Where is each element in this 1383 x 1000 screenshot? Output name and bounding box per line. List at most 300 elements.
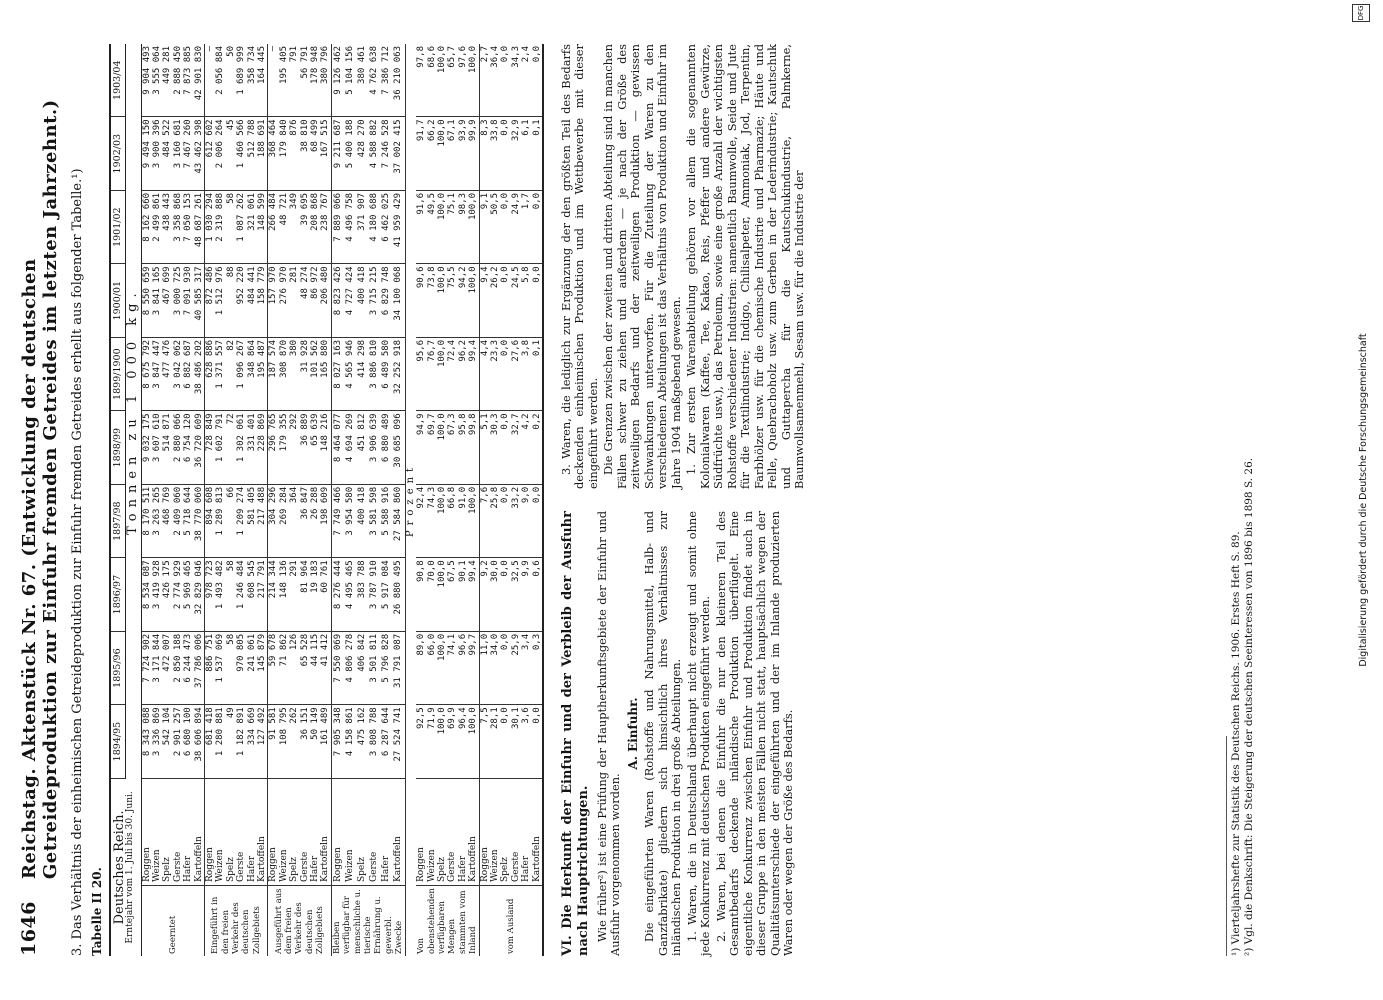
percent-divider-row — [405, 44, 416, 956]
table-cell: 0,0 — [500, 44, 510, 117]
table-row — [356, 44, 368, 956]
table-cell: 383 788 — [356, 558, 368, 631]
table-row — [268, 44, 279, 956]
year-header: 1899/1900 — [110, 337, 126, 410]
table-cell: 5 400 188 — [344, 117, 356, 190]
table-cell: 3,8 — [521, 337, 531, 410]
table-cell: 8 343 088 — [141, 705, 152, 778]
table-cell: 3 954 580 — [344, 484, 356, 557]
table-cell: 82 — [226, 337, 236, 410]
table-cell: 2 888 450 — [173, 44, 183, 117]
table-cell: 9,4 — [479, 264, 490, 337]
table-cell: 68,6 — [427, 44, 437, 117]
row-label: Gerste — [447, 851, 458, 882]
table-cell: 9 126 462 — [331, 44, 344, 117]
table-cell: 6 882 687 — [183, 337, 193, 410]
paragraph: 2. Waren, bei denen die Einfuhr die nur den kleineren Teil des Gesamtbedarfs deckende inländische Produktion überflügelt. Eine eigentliche Konkurrenz zwischen Einfuhr und Produktion findet auch in dieser Gruppe in den meisten Fällen nicht statt, hauptsächlich wegen der Qualitätsunterschiede der eingeführten und der im Inlande produzierten Waren oder wegen der Größe des Bedarfs. — [713, 511, 796, 956]
table-cell: 73,8 — [427, 264, 437, 337]
row-label: Weizen — [215, 849, 226, 882]
table-cell: 68 499 — [310, 117, 320, 190]
table-cell: 886 751 — [204, 631, 215, 704]
table-cell: 3 419 928 — [152, 558, 162, 631]
table-cell: 3 336 869 — [152, 705, 162, 778]
table-row — [532, 44, 543, 956]
table-cell: 19 183 — [310, 558, 320, 631]
table-cell: 581 405 — [247, 484, 257, 557]
group-label: Bleiben verfügbar für menschliche u. tierische Ernährung u. gewerbl. Zwecke — [331, 886, 405, 957]
table-cell: 1 537 069 — [215, 631, 225, 704]
table-cell: 27 524 741 — [392, 705, 405, 778]
table-cell: 3 160 681 — [173, 117, 183, 190]
table-cell: 100,0 — [437, 337, 447, 410]
table-cell: 628 886 — [204, 337, 215, 410]
table-cell: 8 823 426 — [331, 264, 344, 337]
table-cell: 100,0 — [437, 190, 447, 263]
table-cell: 32 252 918 — [392, 337, 405, 410]
table-cell: 6 829 748 — [380, 264, 392, 337]
table-cell: 100,0 — [468, 44, 479, 117]
table-cell: 70,0 — [427, 558, 437, 631]
table-cell: 100,0 — [437, 117, 447, 190]
table-cell: 238 767 — [320, 190, 331, 263]
table-cell: 8 464 077 — [331, 411, 344, 484]
table-cell: 214 344 — [268, 558, 279, 631]
table-cell: 472 007 — [162, 631, 172, 704]
table-cell: 4 565 946 — [344, 337, 356, 410]
row-label: Hafer — [246, 855, 257, 882]
table-cell: 7 724 902 — [141, 631, 152, 704]
table-cell: 72,4 — [447, 337, 457, 410]
table-cell: 380 796 — [320, 44, 331, 117]
table-cell: 127 492 — [257, 705, 268, 778]
table-cell: 100,0 — [437, 558, 447, 631]
table-cell: 7 905 348 — [331, 705, 344, 778]
table-cell: 2 006 264 — [215, 117, 225, 190]
table-cell: 100,0 — [468, 484, 479, 557]
table-cell: 5,1 — [479, 411, 490, 484]
table-cell: 99,4 — [468, 337, 479, 410]
table-cell: 26 880 495 — [392, 558, 405, 631]
table-cell: 0,6 — [532, 558, 543, 631]
table-cell: 451 812 — [356, 411, 368, 484]
table-cell: 1 371 557 — [215, 337, 225, 410]
table-cell: 8 027 163 — [331, 337, 344, 410]
table-cell: 1 030 294 — [204, 190, 215, 263]
table-cell: 9,0 — [521, 484, 531, 557]
table-cell: 5 588 916 — [380, 484, 392, 557]
table-cell: 3 900 396 — [152, 117, 162, 190]
table-cell: 3 501 811 — [368, 631, 380, 704]
row-label: Kartoffeln — [320, 836, 331, 882]
table-row — [279, 44, 289, 956]
table-cell: 37 786 006 — [194, 631, 205, 704]
table-cell: 0,1 — [532, 117, 543, 190]
table-cell: 32,9 — [511, 117, 521, 190]
page-title: Reichstag. Aktenstück Nr. 67. (Entwicklung der deutschen Getreideproduktion zur Einfuhr fremden Getreides im letzten Jahrzehnt.) — [19, 99, 61, 880]
table-cell: 92,4 — [416, 484, 426, 557]
row-label: Hafer — [457, 855, 468, 882]
table-cell: 4 158 861 — [344, 705, 356, 778]
table-cell: 3 171 844 — [152, 631, 162, 704]
table-cell: 8,3 — [479, 117, 490, 190]
paragraph: Die eingeführten Waren (Rohstoffe und Nahrungsmittel, Halb- und Ganzfabrikate) gliedern sich hinsichtlich ihres Verhältnisses zur inländischen Produktion in drei große Abteilungen. — [642, 511, 684, 956]
table-row — [257, 44, 268, 956]
table-cell: 34 100 068 — [392, 264, 405, 337]
table-cell: 48 687 261 — [194, 190, 205, 263]
table-cell: 58 — [226, 558, 236, 631]
table-cell: 49,5 — [427, 190, 437, 263]
table-cell: 4 496 758 — [344, 190, 356, 263]
year-header: 1903/04 — [110, 44, 126, 117]
group-label: vom Ausland — [479, 886, 543, 957]
table-cell: 0,0 — [500, 337, 510, 410]
table-cell: 228 869 — [257, 411, 268, 484]
table-cell: 281 — [289, 264, 299, 337]
table-cell: 542 104 — [162, 705, 172, 778]
table-cell: 33,2 — [511, 484, 521, 557]
row-label: Hafer — [381, 855, 392, 882]
row-label: Roggen — [331, 778, 344, 885]
table-cell: 50,5 — [490, 190, 500, 263]
year-header: 1898/99 — [110, 411, 126, 484]
row-label: Roggen — [204, 778, 215, 885]
table-cell: 101 562 — [310, 337, 320, 410]
table-cell: 9,2 — [479, 558, 490, 631]
table-row — [500, 44, 510, 956]
table-cell: 36 889 — [300, 411, 310, 484]
table-cell: 164 445 — [257, 44, 268, 117]
table-cell: 36 151 — [300, 705, 310, 778]
table-cell: 3 607 610 — [152, 411, 162, 484]
table-cell: 66 — [226, 484, 236, 557]
row-label: Weizen — [426, 849, 437, 882]
table-cell: 96,4 — [458, 705, 468, 778]
table-cell: 95,8 — [458, 411, 468, 484]
footnote: ²) Vgl. die Denkschrift: Die Steigerung der deutschen Seeinteressen von 1896 bis 1898 S. 26. — [1243, 457, 1255, 956]
table-cell: 4 762 638 — [368, 44, 380, 117]
table-cell: 36,4 — [490, 44, 500, 117]
row-label: Roggen — [268, 778, 279, 885]
table-cell: 42 901 830 — [194, 44, 205, 117]
year-header: 1900/01 — [110, 264, 126, 337]
table-cell: 7 873 885 — [183, 44, 193, 117]
table-cell: 198 609 — [320, 484, 331, 557]
table-cell: 96,2 — [458, 337, 468, 410]
table-cell: 304 296 — [268, 484, 279, 557]
table-cell: 4 727 424 — [344, 264, 356, 337]
table-cell: 1 493 482 — [215, 558, 225, 631]
table-cell: 0,0 — [532, 484, 543, 557]
table-cell: 514 871 — [162, 411, 172, 484]
table-cell: 4 588 882 — [368, 117, 380, 190]
table-cell: 368 464 — [268, 117, 279, 190]
table-cell: 0,0 — [532, 264, 543, 337]
table-cell: 3 847 447 — [152, 337, 162, 410]
table-cell: 67,3 — [447, 411, 457, 484]
table-cell: 308 870 — [279, 337, 289, 410]
table-cell: 71 862 — [279, 631, 289, 704]
table-cell: 30 685 096 — [392, 411, 405, 484]
table-row — [479, 44, 490, 956]
table-cell: 269 284 — [279, 484, 289, 557]
row-label: Hafer — [183, 855, 194, 882]
table-cell: 5,8 — [521, 264, 531, 337]
table-cell: 99,4 — [468, 558, 479, 631]
table-cell: 400 418 — [356, 484, 368, 557]
table-cell: 65 639 — [310, 411, 320, 484]
table-row — [511, 44, 521, 956]
table-cell: 1 280 881 — [215, 705, 225, 778]
table-cell: 292 — [289, 411, 299, 484]
table-cell: 894 608 — [204, 484, 215, 557]
table-cell: 30,3 — [490, 411, 500, 484]
table-reference: Tabelle II 20. — [89, 867, 104, 956]
table-cell: 93,9 — [458, 117, 468, 190]
row-label: Kartoffeln — [257, 836, 268, 882]
table-cell: 380 461 — [356, 44, 368, 117]
table-cell: 4 806 278 — [344, 631, 356, 704]
row-label: Weizen — [151, 849, 162, 882]
row-label: Hafer — [521, 855, 532, 882]
table-cell: 165 880 — [320, 337, 331, 410]
group-label: Eingeführt in den freien Verkehr des deutschen Zollgebiets — [204, 886, 267, 957]
table-cell: 484 522 — [162, 117, 172, 190]
table-cell: 467 699 — [162, 264, 172, 337]
table-cell: 3 581 598 — [368, 484, 380, 557]
footnote: ¹) Vierteljahrshefte zur Statistik des Deutschen Reichs. 1906. Erstes Heft S. 89. — [1230, 531, 1242, 956]
intro-text: 3. Das Verhältnis der einheimischen Getreideproduktion zur Einfuhr fremden Getreides erhellt aus folgender Tabelle.¹) — [70, 168, 85, 956]
table-cell: 477 476 — [162, 337, 172, 410]
row-label: Kartoffeln — [468, 836, 479, 882]
table-cell: 157 970 — [268, 264, 279, 337]
table-cell: 74,3 — [427, 484, 437, 557]
table-cell: 75,1 — [447, 190, 457, 263]
table-cell: 26 288 — [310, 484, 320, 557]
table-cell: 0,0 — [500, 117, 510, 190]
table-cell: 4 180 688 — [368, 190, 380, 263]
table-cell: 187 574 — [268, 337, 279, 410]
table-cell: 2 499 861 — [152, 190, 162, 263]
table-cell: 217 791 — [257, 558, 268, 631]
table-cell: 4,4 — [479, 337, 490, 410]
table-cell: 5 104 156 — [344, 44, 356, 117]
paragraph: Die Grenzen zwischen der zweiten und dritten Abteilung sind in manchen Fällen schwer zu ziehen und außerdem — je nach der Größe des zeitweiligen Bedarfs und der zeitweiligen Produktion — gewissen Schwankungen unterworfen. Für die Zuteilung der Waren zu den verschiedenen Abteilungen ist das Verhältnis von Produktion und Einfuhr im Jahre 1904 maßgebend gewesen. — [601, 44, 683, 489]
table-cell: 195 405 — [279, 44, 289, 117]
table-cell: 97,6 — [458, 44, 468, 117]
table-cell: 2 850 188 — [173, 631, 183, 704]
table-cell: 3,6 — [521, 705, 531, 778]
table-cell: 7 467 260 — [183, 117, 193, 190]
table-cell: 0,0 — [500, 558, 510, 631]
group-label: Ausgeführt aus dem freien Verkehr des deutschen Zollgebiets — [268, 886, 331, 957]
table-row — [447, 44, 457, 956]
table-cell: 167 515 — [320, 117, 331, 190]
table-cell: 1 087 262 — [236, 190, 246, 263]
table-row — [320, 44, 331, 956]
table-cell: 1 689 999 — [236, 44, 246, 117]
row-label: Hafer — [310, 855, 321, 882]
table-cell: 2 880 066 — [173, 411, 183, 484]
table-row — [226, 44, 236, 956]
table-cell: 296 765 — [268, 411, 279, 484]
table-cell: 36 210 063 — [392, 44, 405, 117]
row-label: Roggen — [416, 778, 426, 885]
table-cell: 95,6 — [416, 337, 426, 410]
table-row — [490, 44, 500, 956]
table-cell: 66,2 — [427, 117, 437, 190]
table-cell: 39 695 — [300, 190, 310, 263]
table-cell: 74,1 — [447, 631, 457, 704]
table-cell: 2 901 257 — [173, 705, 183, 778]
table-cell: 99,9 — [468, 117, 479, 190]
table-cell: 8 550 659 — [141, 264, 152, 337]
table-row — [141, 44, 152, 956]
table-body — [141, 44, 543, 956]
table-cell: 91,0 — [458, 484, 468, 557]
table-cell: 4 495 465 — [344, 558, 356, 631]
table-cell: 161 489 — [320, 705, 331, 778]
table-cell: 0,0 — [500, 190, 510, 263]
table-cell: 9 211 687 — [331, 117, 344, 190]
table-cell: 76,7 — [427, 337, 437, 410]
table-cell: 0,2 — [532, 411, 543, 484]
table-cell: 158 779 — [257, 264, 268, 337]
table-cell: 5 718 644 — [183, 484, 193, 557]
row-label: Spelz — [225, 857, 236, 882]
table-cell: 65,7 — [447, 44, 457, 117]
table-cell: 178 948 — [310, 44, 320, 117]
table-cell: 952 220 — [236, 264, 246, 337]
paragraph: 3. Waren, die lediglich zur Ergänzung der den größten Teil des Bedarfs deckenden einheimischen Produktion und im Wettbewerbe mit dieser eingeführt werden. — [558, 44, 600, 489]
table-cell: 99,7 — [468, 631, 479, 704]
table-cell: 1 289 813 — [215, 484, 225, 557]
table-row — [344, 44, 356, 956]
table-cell: 3 000 725 — [173, 264, 183, 337]
table-cell: 0,0 — [500, 631, 510, 704]
year-header: 1901/02 — [110, 190, 126, 263]
table-cell: 0,0 — [532, 44, 543, 117]
table-cell: 1 302 061 — [236, 411, 246, 484]
year-header: 1897/98 — [110, 484, 126, 557]
table-cell: 1 182 891 — [236, 705, 246, 778]
table-cell: — — [268, 44, 279, 117]
year-header: 1895/96 — [110, 631, 126, 704]
table-cell: 3 808 788 — [368, 705, 380, 778]
row-label: Kartoffeln — [393, 836, 404, 882]
table-cell: 24,5 — [511, 264, 521, 337]
table-cell: — — [204, 44, 215, 117]
table-cell: 179 840 — [279, 117, 289, 190]
table-cell: 92,5 — [416, 705, 426, 778]
table-cell: 90,6 — [416, 264, 426, 337]
table-cell: 0,0 — [532, 705, 543, 778]
table-cell: 9,1 — [479, 190, 490, 263]
table-row — [427, 44, 437, 956]
table-cell: 6 244 473 — [183, 631, 193, 704]
table-cell: 1 460 566 — [236, 117, 246, 190]
table-cell: 8 675 792 — [141, 337, 152, 410]
subsection-heading: A. Einfuhr. — [625, 697, 640, 770]
table-cell: 4 694 269 — [344, 411, 356, 484]
table-cell: 7 550 069 — [331, 631, 344, 704]
table-cell: 728 849 — [204, 411, 215, 484]
table-cell: 44 115 — [310, 631, 320, 704]
row-label: Kartoffeln — [531, 836, 542, 882]
table-cell: 468 769 — [162, 484, 172, 557]
table-cell: 48 274 — [300, 264, 310, 337]
table-cell: 148 136 — [279, 558, 289, 631]
table-cell: 681 418 — [204, 705, 215, 778]
row-label: Spelz — [500, 857, 511, 882]
table-cell: 400 418 — [356, 264, 368, 337]
table-row — [289, 44, 299, 956]
table-cell: 32 829 046 — [194, 558, 205, 631]
table-cell: 108 795 — [279, 705, 289, 778]
left-column — [560, 511, 809, 956]
table-cell: 96,6 — [458, 631, 468, 704]
table-cell: 6 880 489 — [380, 411, 392, 484]
table-cell: 43 462 398 — [194, 117, 205, 190]
paragraph: 1. Waren, die in Deutschland überhaupt nicht erzeugt und somit ohne jede Konkurrenz mit deutschen Produkten eingeführt werden. — [684, 511, 713, 956]
footnotes — [1226, 457, 1256, 956]
year-header: 1902/03 — [110, 117, 126, 190]
table-cell: 3 841 165 — [152, 264, 162, 337]
table-cell: 34,0 — [490, 631, 500, 704]
table-cell: 38 606 894 — [194, 705, 205, 778]
table-cell: 7 386 712 — [380, 44, 392, 117]
table-cell: 876 — [289, 117, 299, 190]
table-row — [162, 44, 172, 956]
table-cell: 30,0 — [490, 558, 500, 631]
table-row — [300, 44, 310, 956]
table-cell: 276 970 — [279, 264, 289, 337]
table-cell: 3 263 265 — [152, 484, 162, 557]
table-cell: 27,6 — [511, 337, 521, 410]
table-cell: 65 528 — [300, 631, 310, 704]
table-cell: 7,5 — [479, 705, 490, 778]
table-row — [173, 44, 183, 956]
table-cell: 195 487 — [257, 337, 268, 410]
row-label: Roggen — [141, 778, 152, 885]
table-cell: 97,8 — [416, 44, 426, 117]
row-label: Spelz — [289, 857, 300, 882]
table-cell: 91,6 — [416, 190, 426, 263]
table-row — [152, 44, 162, 956]
table-cell: 2 409 060 — [173, 484, 183, 557]
table-row — [204, 44, 215, 956]
row-label: Gerste — [369, 851, 380, 882]
table-cell: 241 061 — [247, 631, 257, 704]
table-cell: 32,5 — [511, 558, 521, 631]
table-cell: 36 720 609 — [194, 411, 205, 484]
table-cell: 36 847 — [300, 484, 310, 557]
table-cell: 0,3 — [532, 631, 543, 704]
grain-statistics-table — [109, 44, 544, 956]
table-cell: 50 149 — [310, 705, 320, 778]
table-cell: 3 886 810 — [368, 337, 380, 410]
table-cell: 334 669 — [247, 705, 257, 778]
table-cell: 59 678 — [268, 631, 279, 704]
table-cell: 217 488 — [257, 484, 268, 557]
table-cell: 31 791 087 — [392, 631, 405, 704]
table-cell: 0,0 — [500, 484, 510, 557]
table-cell: 872 486 — [204, 264, 215, 337]
table-cell: 7 050 153 — [183, 190, 193, 263]
table-cell: 371 907 — [356, 190, 368, 263]
table-cell: 5 917 084 — [380, 558, 392, 631]
table-cell: 2,4 — [521, 44, 531, 117]
table-row — [380, 44, 392, 956]
